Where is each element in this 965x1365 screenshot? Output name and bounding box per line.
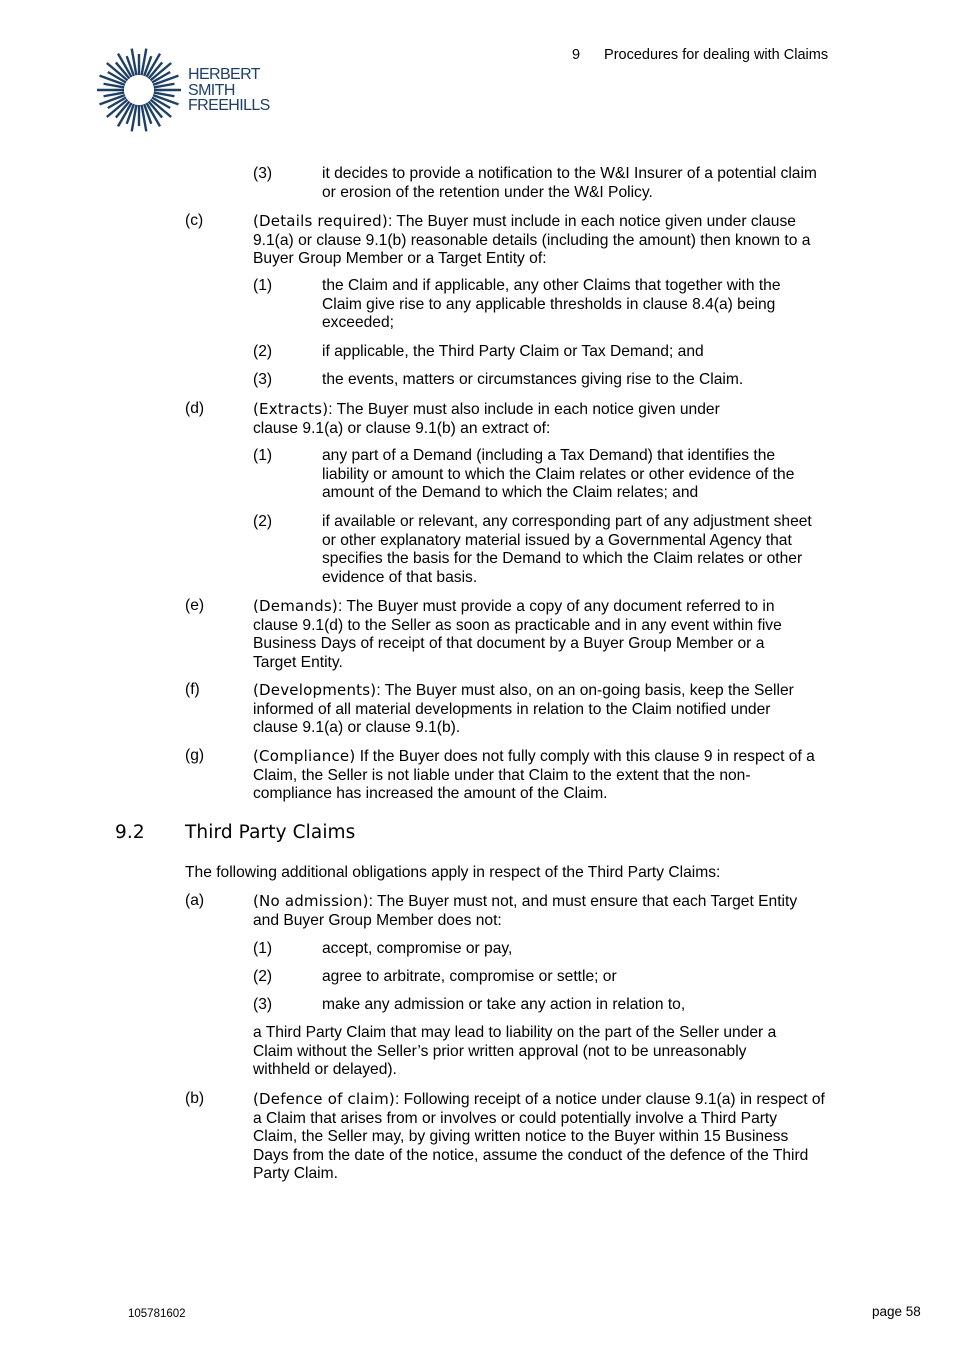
- item-text: if available or relevant, any corresponding part of any adjustment sheet or other explanatory material issued by a Governmental Agency that specifies the basis for the Demand to which the Claim relates or other evidence of that basis.: [322, 513, 812, 586]
- item-text: the Claim and if applicable, any other Claims that together with the Claim give rise to any applicable thresholds in clause 8.4(a) being exceeded;: [322, 277, 781, 332]
- item-caption: (Defence of claim): [253, 1090, 395, 1108]
- item-label: (2): [253, 343, 273, 360]
- document-id: 105781602: [128, 1308, 186, 1320]
- item-label: (b): [185, 1090, 205, 1107]
- item-body: If the Buyer does not fully comply with this clause 9 in respect of a Claim, the Seller is not liable under that Claim to the extent that the non-compliance has increased the amount of the Claim.: [253, 748, 815, 803]
- running-header: [560, 46, 828, 65]
- item-text: a Third Party Claim that may lead to liability on the part of the Seller under a Claim without the Seller’s prior written approval (not to be unreasonably withheld or delayed).: [253, 1024, 777, 1079]
- item-label: (3): [253, 165, 273, 182]
- logo-line-2: SMITH: [188, 81, 235, 99]
- item-label: (a): [185, 892, 205, 909]
- intro-text: The following additional obligations apply in respect of the Third Party Claims:: [185, 864, 721, 881]
- item-body: : The Buyer must not, and must ensure that each Target Entity and Buyer Group Member does not:: [253, 893, 798, 929]
- page-number: page 58: [872, 1304, 921, 1319]
- item-label: (e): [185, 597, 205, 614]
- item-label: (d): [185, 400, 205, 417]
- item-text: [253, 212, 813, 269]
- logo-line-3: FREEHILLS: [188, 97, 270, 114]
- header-section-title: Procedures for dealing with Claims: [604, 47, 829, 63]
- item-body: : The Buyer must also, on an on-going basis, keep the Seller informed of all material developments in relation to the Claim notified under clause 9.1(a) or clause 9.1(b).: [253, 682, 794, 737]
- item-caption: (Developments): [253, 681, 377, 699]
- item-text: make any admission or take any action in relation to,: [322, 996, 686, 1013]
- item-text: [253, 400, 743, 438]
- item-text: [253, 681, 818, 738]
- item-body: : The Buyer must include in each notice given under clause 9.1(a) or clause 9.1(b) reasonable details (including the amount) then known to a Buyer Group Member or a Target Entity of:: [253, 213, 811, 268]
- item-caption: (No admission): [253, 892, 369, 910]
- item-body: : The Buyer must provide a copy of any document referred to in clause 9.1(d) to the Seller as soon as practicable and in any event within five Business Days of receipt of that document by a Buyer Group Member or a Target Entity.: [253, 598, 782, 671]
- section-number: 9.2: [115, 822, 145, 843]
- item-text: it decides to provide a notification to the W&I Insurer of a potential claim or erosion of the retention under the W&I Policy.: [322, 165, 817, 201]
- item-text: accept, compromise or pay,: [322, 940, 513, 957]
- item-caption: (Demands): [253, 597, 338, 615]
- company-logo: [96, 47, 276, 133]
- item-caption: (Compliance): [253, 747, 356, 765]
- item-label: (2): [253, 513, 273, 530]
- sunburst-logo-icon: [96, 47, 182, 133]
- logo-line-1: HERBERT: [188, 66, 260, 83]
- section-title: Third Party Claims: [185, 822, 356, 843]
- item-label: (3): [253, 996, 273, 1013]
- item-text: [253, 597, 808, 672]
- item-text: the events, matters or circumstances giving rise to the Claim.: [322, 371, 744, 388]
- item-body: : Following receipt of a notice under clause 9.1(a) in respect of a Claim that arises from or involves or could potentially involve a Third Party Claim, the Seller may, by giving written notice to the Buyer within 15 Business Days from the date of the notice, assume the conduct of the defence of the Third Party Claim.: [253, 1091, 825, 1183]
- logo-wordmark: [188, 67, 270, 114]
- item-label: (1): [253, 940, 273, 957]
- header-section-number: 9: [572, 47, 581, 63]
- item-text: [253, 747, 823, 804]
- item-text: [253, 892, 825, 930]
- item-text: [253, 1090, 825, 1184]
- item-text: if applicable, the Third Party Claim or Tax Demand; and: [322, 343, 704, 360]
- item-caption: (Details required): [253, 212, 388, 230]
- item-label: (1): [253, 447, 273, 464]
- item-label: (c): [185, 212, 204, 229]
- item-label: (g): [185, 747, 205, 764]
- item-caption: (Extracts): [253, 400, 329, 418]
- item-label: (3): [253, 371, 273, 388]
- item-label: (1): [253, 277, 273, 294]
- item-text: agree to arbitrate, compromise or settle; or: [322, 968, 617, 985]
- item-label: (f): [185, 681, 200, 698]
- item-label: (2): [253, 968, 273, 985]
- item-text: any part of a Demand (including a Tax Demand) that identifies the liability or amount to which the Claim relates or other evidence of the amount of the Demand to which the Claim relates; and: [322, 447, 795, 502]
- item-body: : The Buyer must also include in each notice given under clause 9.1(a) or clause 9.1(b) an extract of:: [253, 401, 720, 437]
